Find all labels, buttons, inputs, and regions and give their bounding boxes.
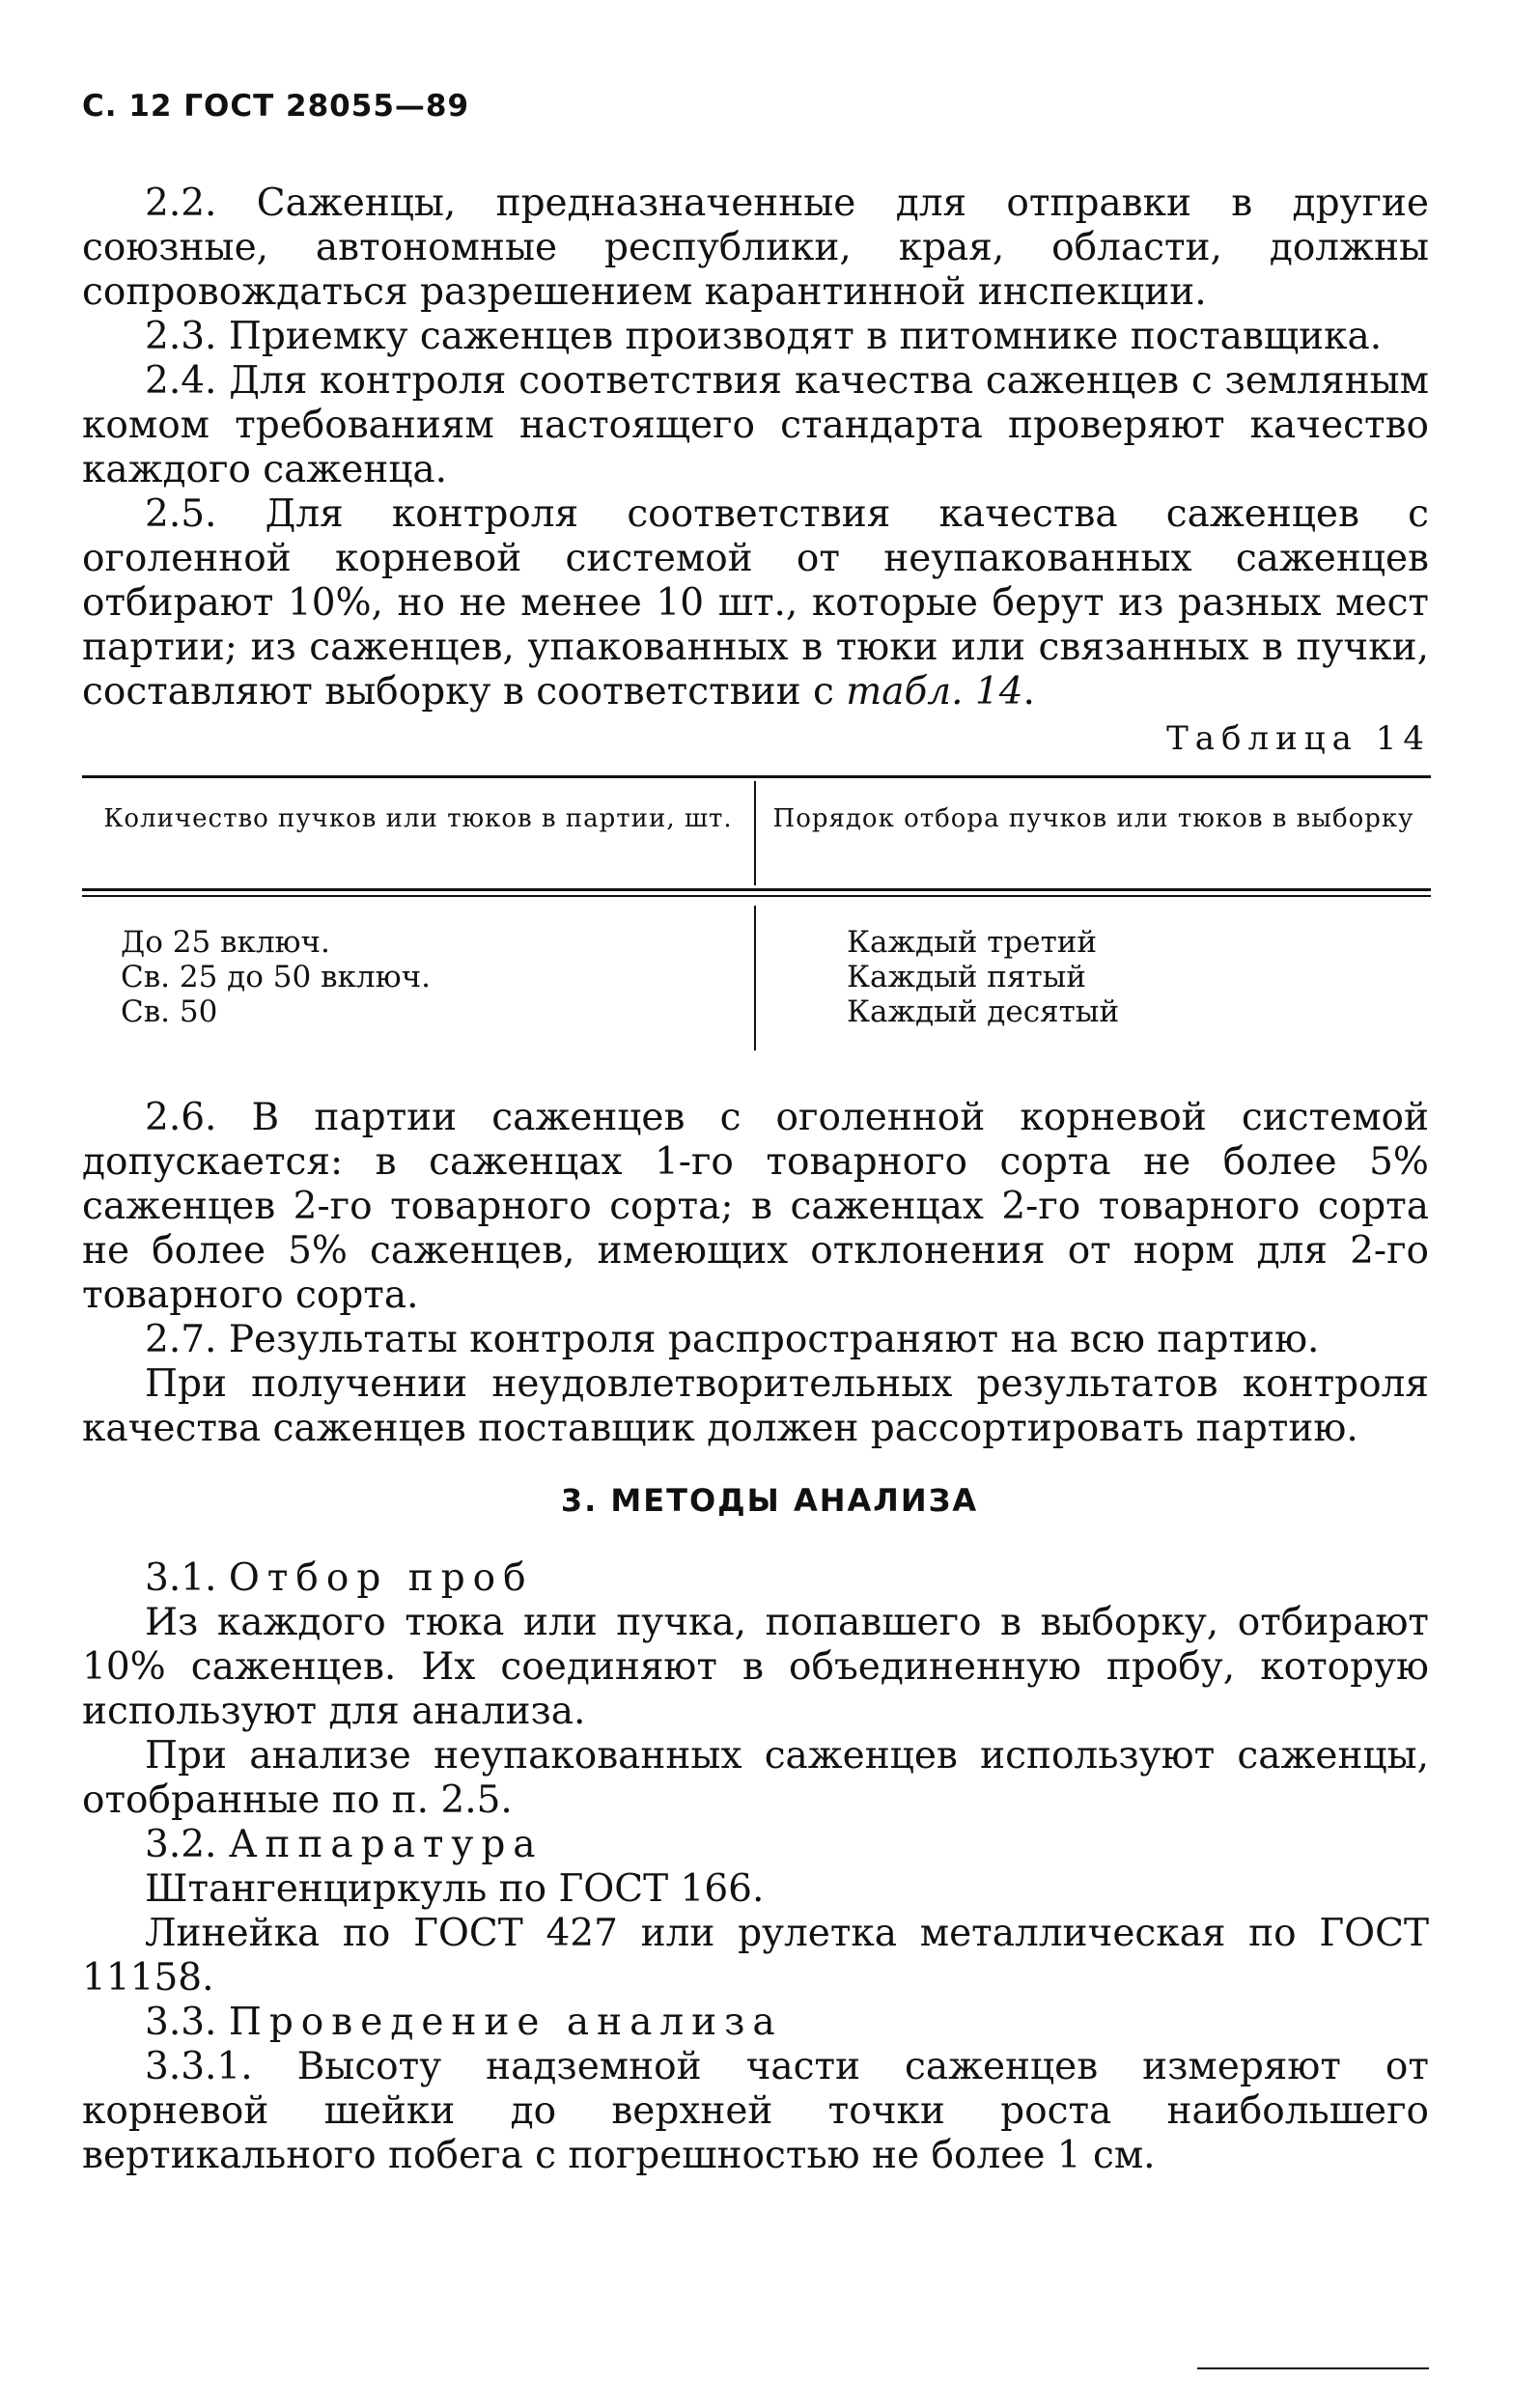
paragraph-2-6: 2.6. В партии саженцев с оголенной корневой системой допускается: в саженцах 1-го товарного сорта не более 5% саженцев 2-го товарного сорта; в саженцах 2-го товарного сорта не более 5% саженцев, имеющих отклонения от норм для 2-го товарного сорта. (82, 1096, 1429, 1317)
section-3 (82, 1556, 1429, 2178)
sampling-table (82, 775, 1431, 1055)
subsection-heading: Проведение анализа (228, 2001, 783, 2044)
paragraph-2-5 (82, 492, 1429, 714)
paragraph-3-1-a: Из каждого тюка или пучка, попавшего в выборку, отбирают 10% саженцев. Их соединяют в объединенную пробу, которую используют для анализа. (82, 1601, 1429, 1733)
paragraph-2-5-end: . (1022, 670, 1035, 714)
table-column-order (847, 925, 1119, 1029)
table-top-rule (82, 775, 1431, 778)
section-2-part-1 (82, 182, 1429, 714)
paragraph-2-2: 2.2. Саженцы, предназначенные для отправки в другие союзные, автономные республики, края, области, должны сопровождаться разрешением карантинной инспекции. (82, 182, 1429, 314)
table-header-divider (754, 781, 756, 885)
subsection-3-3-title (82, 2001, 1429, 2045)
table-column-quantity (121, 925, 431, 1029)
table-cell: Св. 50 (121, 994, 218, 1029)
table-cell: Каждый третий (847, 925, 1098, 960)
table-cell: Каждый десятый (847, 994, 1120, 1029)
paragraph-2-7: 2.7. Результаты контроля распространяют на всю партию. (145, 1318, 1320, 1361)
table-cell: До 25 включ. (121, 925, 330, 960)
table-caption: Таблица 14 (1166, 719, 1431, 758)
table-header-quantity: Количество пучков или тюков в партии, шт. (103, 804, 733, 833)
paragraph-3-2-a: Штангенциркуль по ГОСТ 166. (145, 1867, 765, 1911)
table-header-order: Порядок отбора пучков или тюков в выборку (772, 804, 1414, 833)
section-3-title: 3. МЕТОДЫ АНАЛИЗА (560, 1482, 979, 1519)
subsection-number: 3.1. (145, 1556, 217, 1600)
subsection-number: 3.3. (145, 2001, 217, 2044)
page-header: С. 12 ГОСТ 28055—89 (82, 89, 470, 124)
paragraph-2-7-continued: При получении неудовлетворительных результатов контроля качества саженцев поставщик должен рассортировать партию. (82, 1362, 1429, 1450)
footer-rule (1197, 2367, 1429, 2369)
paragraph-3-2-b: Линейка по ГОСТ 427 или рулетка металлическая по ГОСТ 11158. (82, 1912, 1429, 2000)
paragraph-2-5-text: 2.5. Для контроля соответствия качества саженцев с оголенной корневой системой от неупакованных саженцев отбирают 10%, но не менее 10 шт., которые берут из разных мест партии; из саженцев, упакованных в тюки или связанных в пучки, составляют выборку в соответствии с (82, 492, 1429, 714)
subsection-number: 3.2. (145, 1823, 217, 1866)
table-reference: табл. 14 (846, 670, 1023, 714)
subsection-heading: Отбор проб (228, 1556, 534, 1600)
subsection-3-2-title (82, 1823, 1429, 1867)
paragraph-3-3-1: 3.3.1. Высоту надземной части саженцев измеряют от корневой шейки до верхней точки роста наибольшего вертикального побега с погрешностью не более 1 см. (82, 2045, 1429, 2177)
table-cell: Св. 25 до 50 включ. (121, 960, 431, 994)
paragraph-2-4: 2.4. Для контроля соответствия качества саженцев с земляным комом требованиям настоящего стандарта проверяют качество каждого саженца. (82, 359, 1429, 491)
table-header-rule (82, 888, 1431, 891)
subsection-3-1-title (82, 1556, 1429, 1601)
table-cell: Каждый пятый (847, 960, 1086, 994)
paragraph-3-1-b: При анализе неупакованных саженцев используют саженцы, отобранные по п. 2.5. (82, 1734, 1429, 1822)
table-header-rule-double (82, 895, 1431, 897)
paragraph-2-3: 2.3. Приемку саженцев производят в питомнике поставщика. (145, 315, 1383, 358)
subsection-heading: Аппаратура (228, 1823, 544, 1866)
section-2-part-2 (82, 1096, 1429, 1451)
table-body-divider (754, 906, 756, 1050)
